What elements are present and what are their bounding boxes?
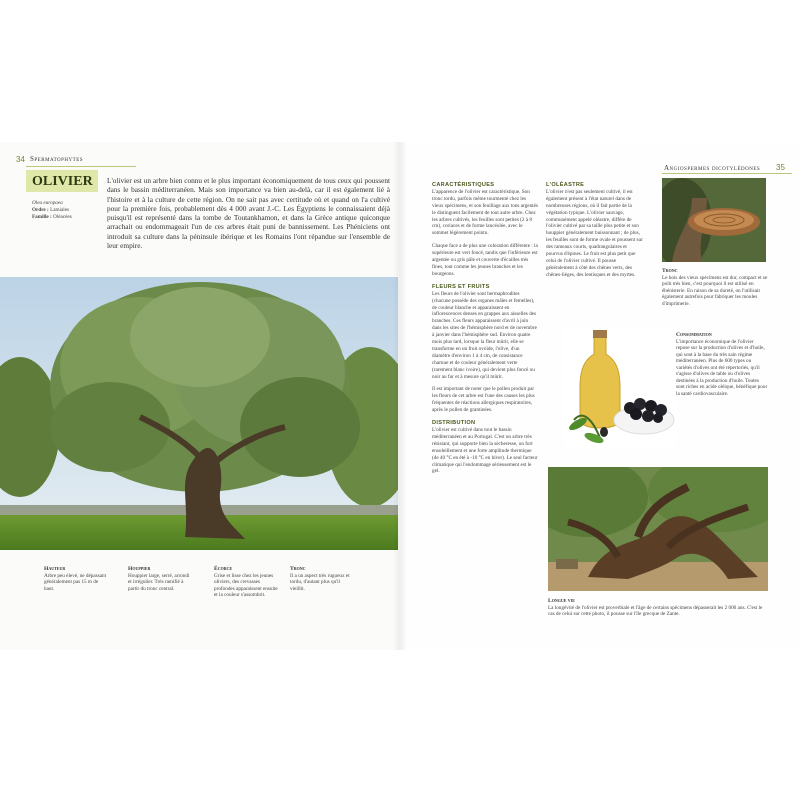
- order-label: Ordre :: [32, 207, 49, 213]
- right-page: [400, 142, 800, 650]
- caption-height: [44, 566, 108, 592]
- caption-crown-title: Houppier: [128, 566, 151, 572]
- order-value: Lamiales: [50, 207, 70, 213]
- olive-oil-photo: [564, 328, 676, 446]
- olive-wood-illustration: [662, 178, 766, 262]
- caption-trunk: [290, 566, 354, 592]
- caption-trunk-text: Il a un aspect très rugueux et tordu, d'autant plus qu'il vieillit.: [290, 572, 350, 592]
- caption-height-text: Arbre peu élevé, ne dépassant généralement pas 15 m de haut.: [44, 572, 107, 592]
- para-characteristics: L'apparence de l'olivier est caractéristique. Son tronc tordu, parfois même tourmenté chez les vieux spécimens, et son feuillage aux tons argentés le distinguent facilement de tout autre arbre. Chez les arbres cultivés, les feuilles sont petites (2 à 8 cm), coriaces et de forme lancéolée, avec le sommet légèrement pointu.: [432, 188, 538, 237]
- caption-wood: [662, 268, 768, 307]
- text-column-2: [546, 182, 644, 279]
- caption-consumption: [676, 332, 768, 397]
- family-value: Oléacées: [53, 214, 72, 220]
- trunk-wood-photo: [662, 178, 766, 262]
- caption-consumption-title: Consommation: [676, 332, 712, 338]
- caption-consumption-text: L'importance économique de l'olivier repose sur la production d'olives et d'huile, qui sont à la base du très sain régime méditerranéen. Plus de 600 types ou variétés d'olives ont été répertoriés, qu'il s'agisse d'olives de table ou d'olives destinées à la production d'huile. Toutes sont riches en acide oléique, bénéfique pour la santé cardiovasculaire.: [676, 338, 768, 397]
- heading-distribution: DISTRIBUTION: [432, 420, 476, 427]
- olive-tree-illustration: [0, 277, 398, 550]
- caption-height-title: Hauteur: [44, 566, 66, 572]
- para-oleaster: L'olivier n'est pas seulement cultivé, il est également présent à l'état naturel dans de nombreuses régions, où il fait partie de la végétation typique. L'olivier sauvage, communément appelé oléastre, diffère de l'olivier cultivé par sa taille plus petite et son houppier généralement buissonnant ; de plus, les feuilles sont de forme ovale et poussent sur des rameaux courts, quadrangulaires et pourvus d'épines. Le fruit est plus petit que celui de l'olivier cultivé. Il pousse généralement à côté des chênes verts, des chênes-lièges, des lentisques et des myrtes.: [546, 188, 643, 278]
- heading-characteristics: CARACTÉRISTIQUES: [432, 182, 495, 188]
- left-page: [0, 142, 400, 650]
- page-number-right: 35: [776, 163, 785, 172]
- latin-name: Olea europaea: [32, 200, 63, 206]
- caption-bark-title: Écorce: [214, 566, 233, 572]
- caption-wood-title: Tronc: [662, 268, 678, 274]
- section-header-left: Spermatophytes: [30, 155, 84, 163]
- para-flowers-fruits: Les fleurs de l'olivier sont hermaphrodites (chacune possède des organes mâles et femelles), de couleur blanche et apparaissent en inflorescences denses en grappes aux aisselles des branches. Ces fleurs apparaissent d'avril à juin dans les sites de l'hémisphère nord et de novembre à janvier dans l'hémisphère sud. Environ quatre mois plus tard, lorsque la fleur mûrit, elle se transforme en un fruit ovoïde, l'olive, d'un diamètre d'environ 1 à 4 cm, de consistance charnue et de couleur généralement verte (rarement blanc ivoire), qui devient plus foncé ou noir au fur et à mesure qu'il mûrit.: [432, 290, 537, 380]
- taxonomy-box: [32, 200, 102, 221]
- caption-bark: [214, 566, 278, 599]
- para-pollen: Il est important de noter que le pollen produit par les fleurs de cet arbre est l'une des causes les plus fréquentes de réactions allergiques respiratoires, après le pollen de graminées.: [432, 386, 535, 414]
- book-gutter-shadow: [393, 142, 407, 650]
- caption-trunk-title: Tronc: [290, 566, 306, 572]
- section-header-right: Angiospermes dicotylédones: [664, 164, 761, 172]
- family-line: [32, 214, 102, 221]
- family-label: Famille :: [32, 214, 52, 220]
- caption-longevity-title: Longue vie: [548, 598, 575, 604]
- ancient-olive-photo: [548, 467, 768, 591]
- intro-paragraph: L'olivier est un arbre bien connu et le plus important économiquement de tous ceux qui poussent dans le bassin méditerranéen. Mais son importance va bien au-delà, car il est également lié à l'histoire et à la culture de cette région. On ne sait pas avec certitude où et quand on l'a cultivé pour la première fois, probablement dès 4 000 avant J.-C. Les Égyptiens le connaissaient déjà puisqu'il est représenté dans la tombe de Toutankhamon, et dans la Grèce antique quiconque arrachait ou endommageait l'un de ces arbres était puni de bannissement. Les Phéniciens ont introduit sa culture dans la péninsule ibérique et les Romains l'ont répandue sur l'ensemble de leur empire.: [107, 176, 390, 251]
- header-rule-right: [662, 173, 792, 174]
- heading-flowers-fruits: FLEURS ET FRUITS: [432, 283, 490, 290]
- text-column-1: [432, 182, 538, 475]
- para-distribution: L'olivier est cultivé dans tout le bassin méditerranéen et au Portugal. C'est un arbre très résistant, qui supporte bien la sécheresse, un fort ensoleillement et une forte amplitude thermique (de 40 °C en été à -10 °C en hiver). Le seul facteur climatique qui l'endommage sérieusement est le gel.: [432, 427, 538, 475]
- olive-oil-illustration: [564, 328, 676, 446]
- order-line: [32, 207, 102, 214]
- caption-bark-text: Grise et lisse chez les jeunes oliviers, des crevasses profondes apparaissent ensuite et la couleur s'assombrit.: [214, 572, 278, 598]
- para-leaf-colour: Chaque face a de plus une coloration différente : la supérieure est vert foncé, tandis que l'inférieure est argentée ou gris pâle et couverte d'écailles très fines, tout comme les jeunes branches et les bourgeons.: [432, 243, 538, 277]
- caption-wood-text: Le bois des vieux spécimens est dur, compact et se polit très bien, c'est pourquoi il est utilisé en ébénisterie. En raison de sa dureté, on l'utilisait également autrefois pour fabriquer les moules d'imprimerie.: [662, 274, 768, 307]
- caption-crown-text: Houppier large, serré, arrondi et irrégulier. Très ramifié à partir du tronc central.: [128, 572, 190, 592]
- page-number-left: 34: [16, 155, 25, 164]
- caption-longevity: [548, 598, 768, 618]
- heading-oleaster: L'OLÉASTRE: [546, 182, 585, 188]
- ancient-olive-illustration: [548, 467, 768, 591]
- header-rule-left: [26, 166, 136, 167]
- caption-longevity-text: La longévité de l'olivier est proverbiale et l'âge de certains spécimens dépasserait les 2 000 ans. C'est le cas de celui sur cette photo, il pousse sur l'île grecque de Zante.: [548, 604, 763, 617]
- olive-tree-photo: [0, 277, 398, 550]
- book-spread: [0, 142, 800, 650]
- caption-crown: [128, 566, 192, 592]
- page-title: OLIVIER: [32, 174, 93, 189]
